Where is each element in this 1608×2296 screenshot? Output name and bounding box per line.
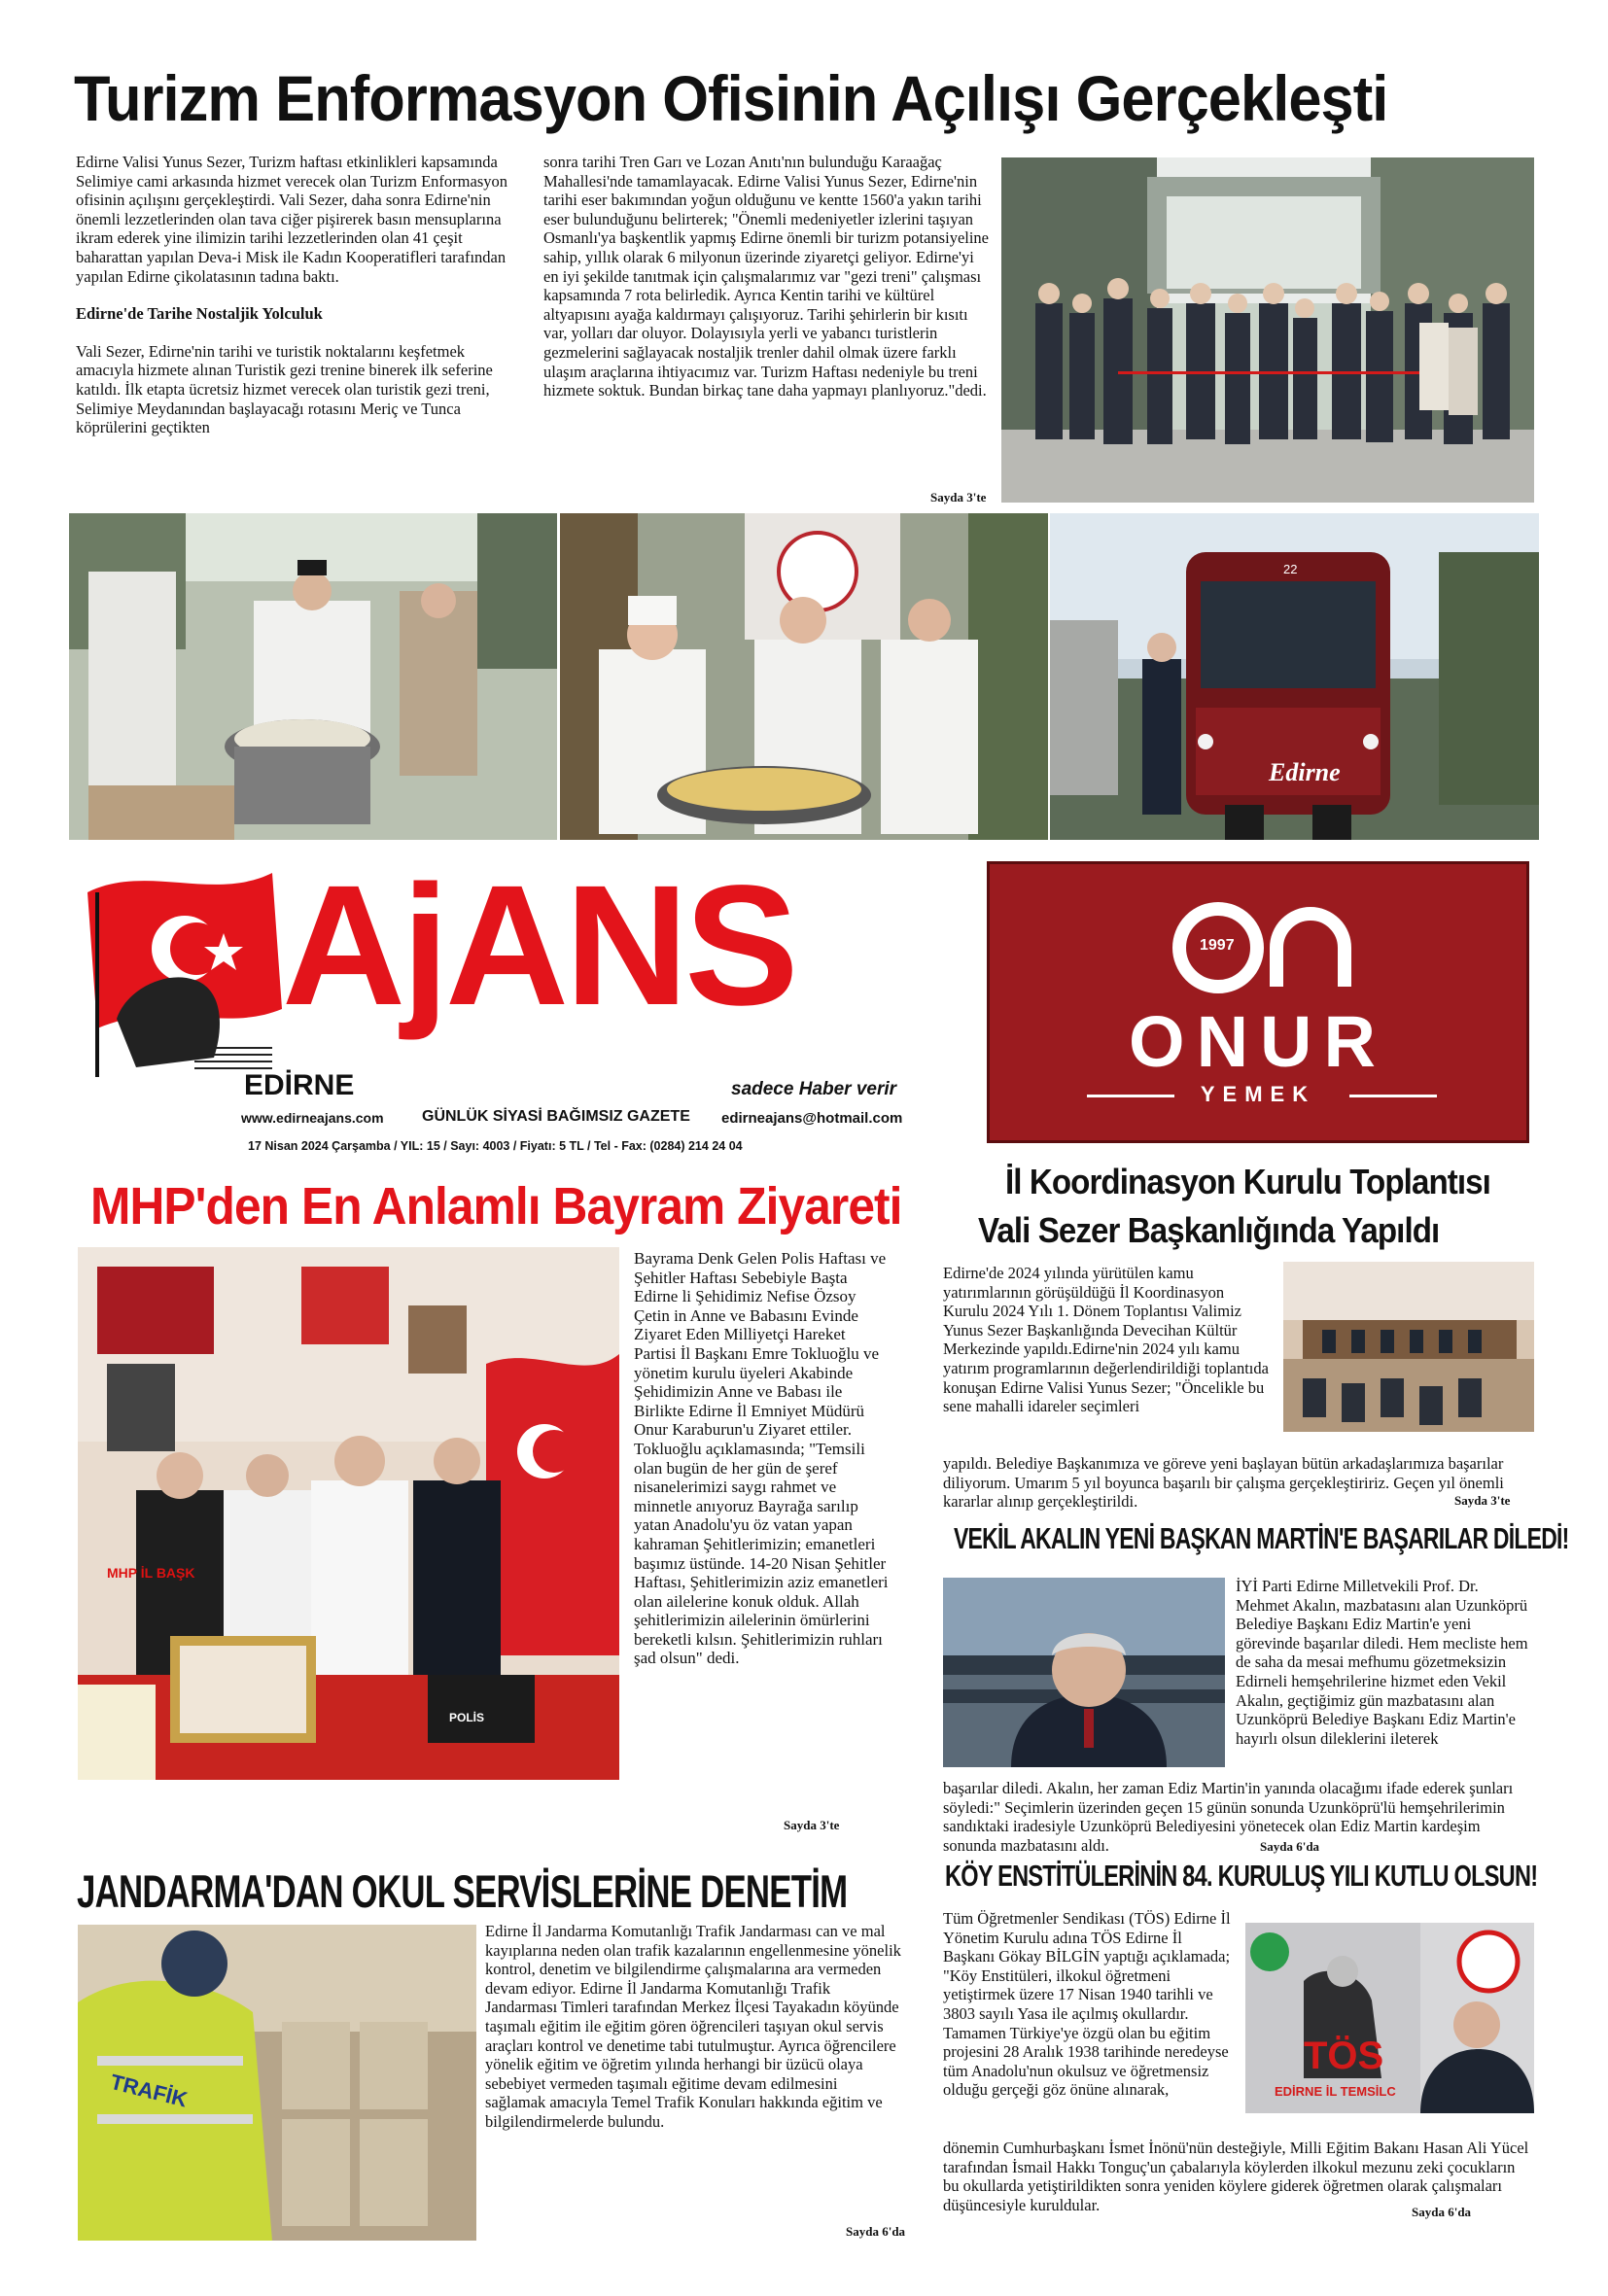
koord-headline-1: İl Koordinasyon Kurulu Toplantısı: [1005, 1162, 1490, 1201]
mhp-body: [634, 1249, 891, 1668]
onur-logo-icon: [1165, 899, 1359, 996]
ad-sub: YEMEK: [1200, 1082, 1316, 1106]
cooking-photo-2: [560, 513, 1048, 840]
vekil-body-right: [1236, 1577, 1534, 1748]
masthead-logo: AjANS: [282, 851, 795, 1041]
jandarma-body-text: Edirne İl Jandarma Komutanlığı Trafik Jandarması can ve mal kayıplarına neden olan trafik kazalarının engellenmesine yönelik kontrol, denetim ve bilgilendirme çalışmalarına ara vermeden devam ediyor. Edirne İl Jandarma Komutanlığı Trafik Jandarması Timleri tarafından Merkez İlçesi Tayakadın köyünde taşımalı eğitim ile eğitim gören öğrencileri taşıyan okul servis araçları kontrol ve denetime tabi tutulmuştur. Ayrıca öğrencilere yönelik eğitim ve öğretim yılında herhangi bir üzücü olaya sebebiyet vermeden taşımalı eğitime devam edilmesini sağlamak amacıyla Temel Trafik Konuları hakkında eğitim ve bilgilendirmelerde bulundu.: [485, 1922, 901, 2131]
koy-headline: KÖY ENSTİTÜLERİNİN 84. KURULUŞ YILI KUTLU OLSUN!: [945, 1859, 1538, 1893]
top-subhead: Edirne'de Tarihe Nostaljik Yolculuk: [76, 304, 323, 324]
koy-body-left-text: Tüm Öğretmenler Sendikası (TÖS) Edirne İl Yönetim Kurulu adına TÖS Edirne İl Başkanı Gökay BİLGİN yaptığı açıklamada; "Köy Enstitüleri, ilkokul öğretmeni yetiştirmek üzere 17 Nisan 1940 tarihli ve 3803 sayılı Yasa ile açılmış okullardır. Tamamen Türkiye'ye özgü olan bu eğitim projesini 28 Aralık 1938 tarihinde neredeyse tüm Anadolu'nun okulsuz ve öğretmensiz olduğu gerçeği göz önüne alınarak,: [943, 1909, 1231, 2100]
koy-jump: Sayda 6'da: [1412, 2205, 1472, 2219]
masthead-city: EDİRNE: [244, 1069, 355, 1101]
vekil-body-right-text: İYİ Parti Edirne Milletvekili Prof. Dr. Mehmet Akalın, mazbatasını alan Uzunköprü Belediye Başkanı Ediz Martin'e yeni görevinde başarılar diledi. Hem mecliste hem de saha da mesai mefhumu gözetmeksizin Edirneli hemşehrilerine hizmet eden Vekil Akalın, geçtiğimiz gün mazbatasını alan Uzunköprü Belediye Başkanı Ediz Martin'e hayırlı olsun dileklerini ileterek: [1236, 1577, 1528, 1748]
ad-brand: ONUR: [1129, 1001, 1387, 1082]
jandarma-body: [485, 1922, 901, 2132]
gezi-treni-photo: [1050, 513, 1539, 840]
jandarma-photo-text: TRAFİK: [108, 2069, 191, 2112]
tos-banner-photo: [1245, 1923, 1534, 2113]
top-col1b-text: Vali Sezer, Edirne'nin tarihi ve turistik noktalarını keşfetmek amacıyla hizmete alınan Turistik gezi trenine binerek ilk seferine katıldı. İlk etapta ücretsiz hizmet verecek olan turistik gezi treni, Selimiye Meydanından başlayacağı rotasını Meriç ve Tunca köprülerini geçtikten: [76, 341, 493, 437]
masthead-type: GÜNLÜK SİYASİ BAĞIMSIZ GAZETE: [422, 1108, 690, 1125]
vekil-jump: Sayda 6'da: [1260, 1839, 1320, 1854]
cooking-photo-1: [69, 513, 557, 840]
koy-body-left: [943, 1909, 1235, 2100]
masthead-logo-area: [78, 851, 924, 1145]
jandarma-headline: JANDARMA'DAN OKUL SERVİSLERİNE DENETİM: [77, 1865, 848, 1917]
koy-body-full: [943, 2139, 1534, 2214]
top-col1-text: Edirne Valisi Yunus Sezer, Turizm haftası etkinlikleri kapsamında Selimiye cami arkasında hizmet verecek olan Turizm Enformasyon ofisinin açılışını gerçekleştirdi. Vali Sezer, daha sonra Edirne'nin önemli lezzetlerinden olan tava ciğer pişirerek basın mensuplarına ikram ederek yine ilimizin tarihi lezzetlerinden olan 41 çeşit baharattan yapılan Deva-i Misk ile Kadın Kooperatifleri tarafından yapılan Edirne çikolatasının tadına baktı.: [76, 153, 508, 286]
bus-text: Edirne: [1269, 758, 1341, 786]
top-jump: Sayda 3'te: [930, 490, 987, 504]
top-col2: [543, 153, 989, 400]
vekil-body-full-text: başarılar diledi. Akalın, her zaman Ediz Martin'in yanında olacağımı ifade ederek şunları söyledi:" Seçimlerin üzerinden geçen 15 günün sonunda Uzunköprü'lü hemşehrilerimin sandıktaki iradesiyle Uzunköprü Belediyesini yönetecek olan Ediz Martin kardeşim sonunda mazbatasını aldı.: [943, 1779, 1514, 1855]
tos-banner-text2: EDİRNE İL TEMSİLC: [1275, 2084, 1396, 2099]
top-col2-text: sonra tarihi Tren Garı ve Lozan Anıtı'nın bulunduğu Karaağaç Mahallesi'nde tamamlayacak. Edirne Valisi Yunus Sezer, Edirne'nin tarihi eser bakımından yoğun olduğunu ve kentte 1560'a yakın tarihi eser bulunduğunu belirterek; "Önemli medeniyetler izlerini taşıyan Osmanlı'ya başkentlik yapmış Edirne önemli bir turizm potansiyeline sahip, yıllık olarak 6 milyonun üzerinde ziyaretçi geliyor. Edirne'yi en iyi şekilde tanıtmak için çalışmalarımız var "gezi treni" çalışması kapsamında 7 rota belirledik. Ayrıca Kentin tarihi ve kültürel altyapısını ayağa kaldırmayı çalışıyoruz. Tarihi şehirlerin bir kısıtı var, yolları dar oluyor. Dolayısıyla yerli ve yabancı turistlerin gezmelerini sağlayacak nostaljik trenler dahil olmak üzere farklı ulaşım araçlarına ihtiyacımız var. Turizm Haftası nedeniyle bu treni hizmete soktuk. Bundan birkaç tane daha yapmayı planlıyoruz."dedi.: [543, 153, 990, 400]
koord-jump: Sayda 3'te: [1454, 1493, 1511, 1508]
mhp-photo-text1: MHP İL BAŞK: [107, 1565, 195, 1581]
koord-body-full-text: yapıldı. Belediye Başkanımıza ve göreve yeni başlayan bütün arkadaşlarımıza başarılar diliyorum. Umarım 5 yıl boyunca başarılı bir çalışma gerçekleştiririz. Geçen yıl önemli kararlar alınıp gerçekleştirildi.: [943, 1454, 1504, 1512]
top-col1: [76, 153, 515, 437]
koord-body-left-text: Edirne'de 2024 yılında yürütülen kamu yatırımlarının görüşüldüğü İl Koordinasyon Kurulu 2024 Yılı 1. Dönem Toplantısı Valimiz Yunus Sezer Başkanlığında Devecihan Kültür Merkezinde yapıldı.Edirne'nin 2024 yılı kamu yatırım programlarının değerlendirildiği toplantıda konuşan Edirne Valisi Yunus Sezer; "Öncelikle bu sene mahalli idareler seçimleri: [943, 1264, 1269, 1416]
top-headline: Turizm Enformasyon Ofisinin Açılışı Gerçekleşti: [74, 62, 1388, 134]
koord-headline-2: Vali Sezer Başkanlığında Yapıldı: [978, 1210, 1440, 1250]
onur-yemek-ad: [987, 861, 1529, 1143]
jandarma-jump: Sayda 6'da: [846, 2224, 906, 2239]
mhp-body-text: Bayrama Denk Gelen Polis Haftası ve Şehitler Haftası Sebebiyle Başta Edirne li Şehidimiz Nefise Özsoy Çetin in Anne ve Babasını Evinde Ziyaret Eden Milliyetçi Hareket Partisi İl Başkanı Emre Tokluoğlu ve yönetim kurulu üyeleri Akabinde Şehidimizin Anne ve Babası ile Birlikte Edirne İl Emniyet Müdürü Onur Karaburun'u Ziyaret ettiler. Tokluoğlu açıklamasında; "Temsili olan bugün de her gün de şeref nisanelerimizi saygı rahmet ve minnetle anıyoruz Bayrağa sarılıp yatan Anadolu'yu öz vatan yapan kahraman Şehitlerimizin; emanetleri başımız üstünde. 14-20 Nisan Şehitler Haftası, Şehitlerimizin aziz emanetleri olan ailelerine konuk olduk. Allah şehitlerimizin ailelerinin ömürlerini bereketli kılsın. Şehitlerimizin ruhları şad olsun" dedi.: [634, 1249, 889, 1668]
mhp-headline: MHP'den En Anlamlı Bayram Ziyareti: [90, 1177, 902, 1235]
mhp-jump: Sayda 3'te: [784, 1818, 840, 1832]
ribbon-cutting-photo: [1001, 157, 1534, 503]
koord-body-left: [943, 1264, 1272, 1416]
vekil-body-full: [943, 1779, 1534, 1855]
koord-meeting-photo: [1283, 1262, 1534, 1432]
mhp-photo-text2: POLİS: [449, 1711, 485, 1724]
koy-body-full-text: dönemin Cumhurbaşkanı İsmet İnönü'nün desteğiyle, Milli Eğitim Bakanı Hasan Ali Yücel tarafından İsmail Hakkı Tonguç'un çabalarıyla köylerden ilkokul mezunu zeki çocukların bu okullarda yetiştirildikten sonra yeniden köylere giderek öğretmen olarak çalışmaları düşüncesiyle kuruldular.: [943, 2139, 1529, 2214]
masthead-website: www.edirneajans.com: [241, 1110, 384, 1126]
koord-body-full: [943, 1454, 1534, 1512]
issue-line: 17 Nisan 2024 Çarşamba / YIL: 15 / Sayı: 4003 / Fiyatı: 5 TL / Tel - Fax: (0284) 214 24 04: [248, 1139, 743, 1153]
vekil-photo: [943, 1578, 1225, 1767]
vekil-headline: VEKİL AKALIN YENİ BAŞKAN MARTİN'E BAŞARILAR DİLEDİ!: [954, 1521, 1569, 1555]
jandarma-photo: [78, 1925, 476, 2241]
masthead-email: edirneajans@hotmail.com: [721, 1110, 903, 1127]
masthead-slogan: sadece Haber verir: [731, 1079, 897, 1099]
tos-banner-text: TÖS: [1304, 2035, 1384, 2077]
ad-year: 1997: [1200, 937, 1235, 954]
mhp-visit-photo: [78, 1247, 619, 1780]
bus-number: 22: [1283, 562, 1298, 576]
